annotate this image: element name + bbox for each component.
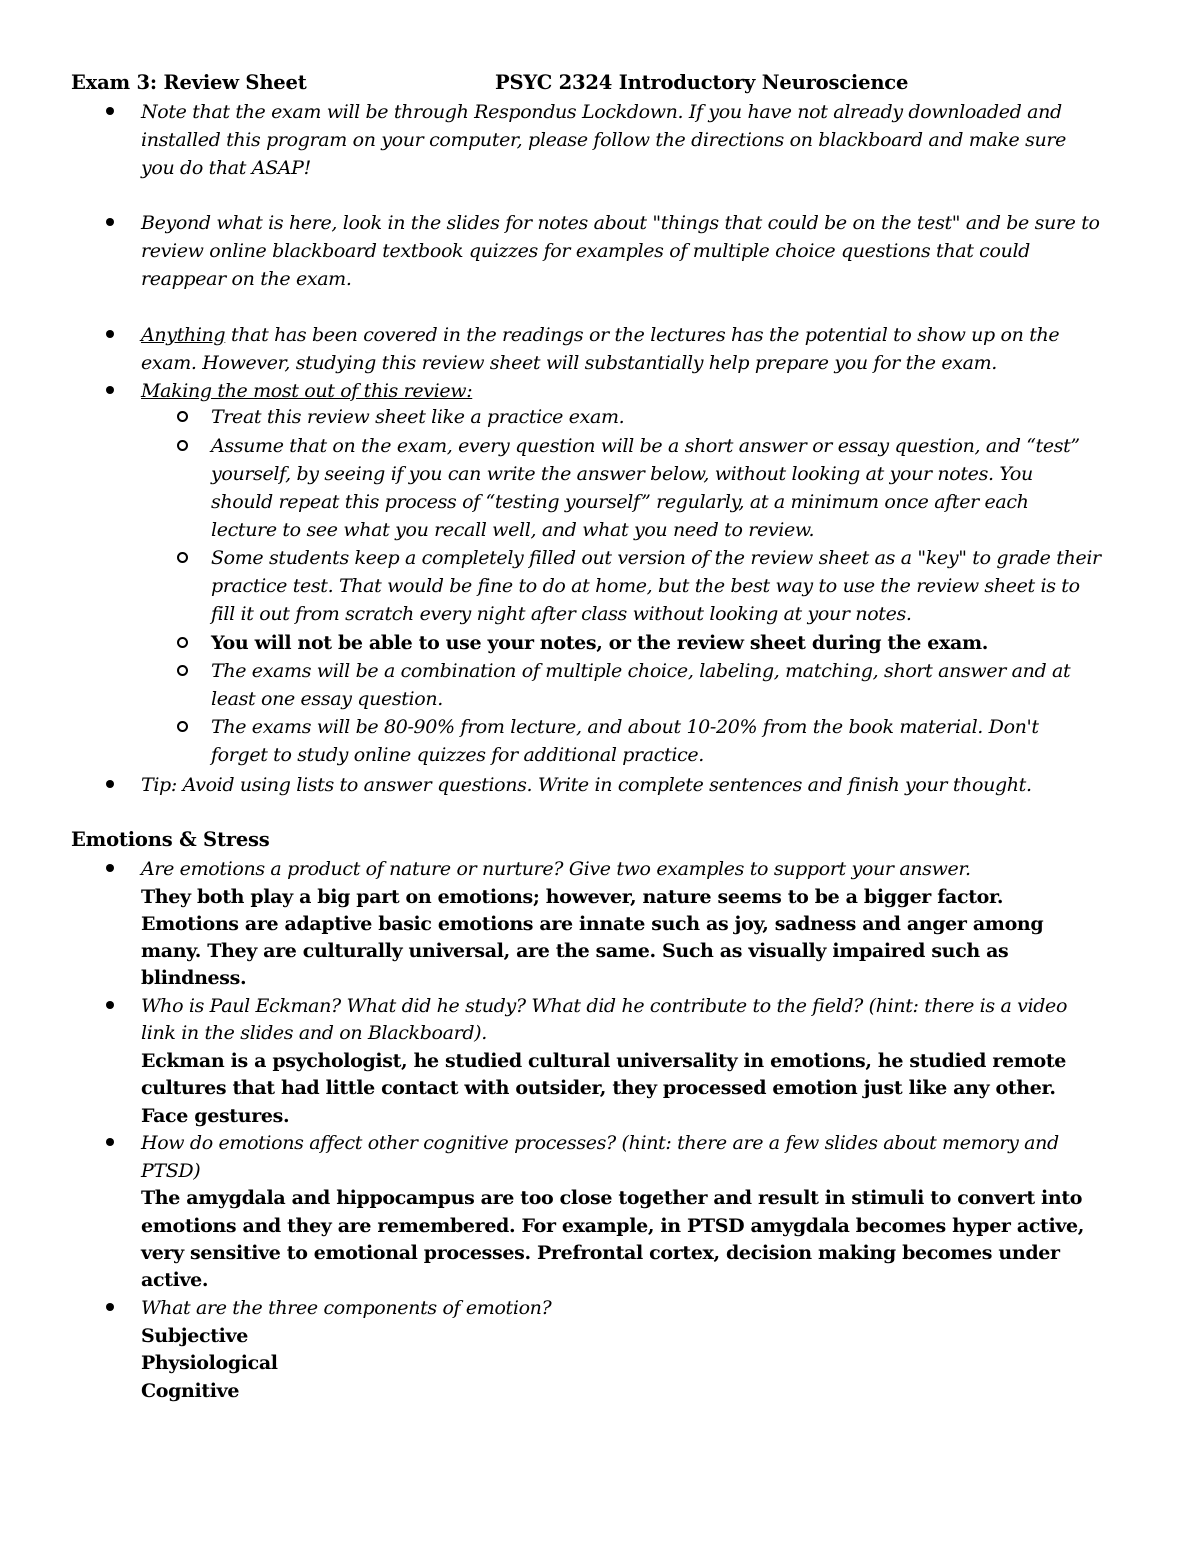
tip-text: Treat this review sheet like a practice exam. bbox=[211, 406, 625, 428]
intro-text: installed this program on your computer, please follow the directions on blackboard and make sure bbox=[141, 129, 1067, 151]
bullet-dot-icon bbox=[106, 864, 114, 872]
tip-text: fill it out from scratch every night after class without looking at your notes. bbox=[211, 603, 912, 625]
answer-text: Physiological bbox=[141, 1352, 278, 1374]
tip-text: Some students keep a completely filled out version of the review sheet as a "key" to grade their bbox=[211, 547, 1101, 569]
answer-text: Emotions are adaptive basic emotions are innate such as joy, sadness and anger among bbox=[141, 913, 1044, 935]
tip-text: Assume that on the exam, every question will be a short answer or essay question, and “test” bbox=[211, 435, 1080, 457]
tip-text: should repeat this process of “testing yourself” regularly, at a minimum once after each bbox=[211, 491, 1029, 513]
bullet-dot-icon bbox=[106, 1303, 114, 1311]
document-title: Exam 3: Review Sheet bbox=[71, 71, 307, 94]
answer-text: Subjective bbox=[141, 1325, 248, 1347]
tip-text: practice test. That would be fine to do at home, but the best way to use the review sheet is to bbox=[211, 575, 1080, 597]
review-tips-heading: Making the most out of this review: bbox=[141, 380, 473, 402]
bullet-dot-icon bbox=[106, 780, 114, 788]
bullet-circle-icon bbox=[177, 552, 188, 563]
bullet-circle-icon bbox=[177, 637, 188, 648]
bullet-circle-icon bbox=[177, 721, 188, 732]
intro-text: you do that ASAP! bbox=[141, 157, 311, 179]
bullet-circle-icon bbox=[177, 665, 188, 676]
answer-text: Eckman is a psychologist, he studied cultural universality in emotions, he studied remote bbox=[141, 1050, 1066, 1072]
intro-text-rest: that has been covered in the readings or the lectures has the potential to show up on the bbox=[225, 324, 1060, 346]
answer-text: cultures that had little contact with outsider, they processed emotion just like any other. bbox=[141, 1077, 1056, 1099]
bullet-dot-icon bbox=[106, 1138, 114, 1146]
answer-text: They both play a big part on emotions; however, nature seems to be a bigger factor. bbox=[141, 886, 1004, 908]
question-text: PTSD) bbox=[141, 1160, 201, 1182]
bullet-dot-icon bbox=[106, 107, 114, 115]
emphasis-word: Anything bbox=[141, 324, 226, 346]
intro-text: Beyond what is here, look in the slides for notes about "things that could be on the test" and be sure to bbox=[141, 212, 1100, 234]
bullet-dot-icon bbox=[106, 330, 114, 338]
answer-text: The amygdala and hippocampus are too close together and result in stimuli to convert into bbox=[141, 1187, 1083, 1209]
answer-text: active. bbox=[141, 1269, 209, 1291]
tip-text: The exams will be 80-90% from lecture, and about 10-20% from the book material. Don't bbox=[211, 716, 1039, 738]
bullet-circle-icon bbox=[177, 411, 188, 422]
bullet-dot-icon bbox=[106, 386, 114, 394]
question-text: How do emotions affect other cognitive processes? (hint: there are a few slides about memory and bbox=[141, 1132, 1059, 1154]
intro-text: Note that the exam will be through Respondus Lockdown. If you have not already downloaded and bbox=[141, 101, 1062, 123]
section-heading: Emotions & Stress bbox=[71, 828, 270, 851]
tip-text: forget to study online quizzes for additional practice. bbox=[211, 744, 704, 766]
intro-text: exam. However, studying this review sheet will substantially help prepare you for the exam. bbox=[141, 352, 997, 374]
question-text: What are the three components of emotion? bbox=[141, 1297, 552, 1319]
answer-text: very sensitive to emotional processes. Prefrontal cortex, decision making becomes under bbox=[141, 1242, 1060, 1264]
answer-text: Face gestures. bbox=[141, 1105, 290, 1127]
tip-text: The exams will be a combination of multiple choice, labeling, matching, short answer and at bbox=[211, 660, 1071, 682]
question-text: Are emotions a product of nature or nurture? Give two examples to support your answer. bbox=[141, 858, 971, 880]
answer-text: many. They are culturally universal, are the same. Such as visually impaired such as bbox=[141, 940, 1009, 962]
intro-text: reappear on the exam. bbox=[141, 268, 352, 290]
question-text: Who is Paul Eckman? What did he study? What did he contribute to the field? (hint: there is a video bbox=[141, 995, 1068, 1017]
tip-text-bold: You will not be able to use your notes, or the review sheet during the exam. bbox=[211, 632, 988, 654]
bullet-circle-icon bbox=[177, 440, 188, 451]
tip-text: yourself, by seeing if you can write the answer below, without looking at your notes. You bbox=[211, 463, 1033, 485]
tip-text: lecture to see what you recall well, and what you need to review. bbox=[211, 519, 815, 541]
question-text: link in the slides and on Blackboard). bbox=[141, 1022, 487, 1044]
answer-text: Cognitive bbox=[141, 1380, 240, 1402]
answer-text: blindness. bbox=[141, 967, 247, 989]
intro-text: Tip: Avoid using lists to answer questions. Write in complete sentences and finish your thought. bbox=[141, 774, 1032, 796]
bullet-dot-icon bbox=[106, 218, 114, 226]
intro-text: review online blackboard textbook quizzes for examples of multiple choice questions that could bbox=[141, 240, 1030, 262]
intro-text bbox=[141, 321, 1059, 349]
answer-text: emotions and they are remembered. For example, in PTSD amygdala becomes hyper active, bbox=[141, 1215, 1085, 1237]
bullet-dot-icon bbox=[106, 1001, 114, 1009]
tip-text: least one essay question. bbox=[211, 688, 443, 710]
course-title: PSYC 2324 Introductory Neuroscience bbox=[495, 71, 909, 94]
